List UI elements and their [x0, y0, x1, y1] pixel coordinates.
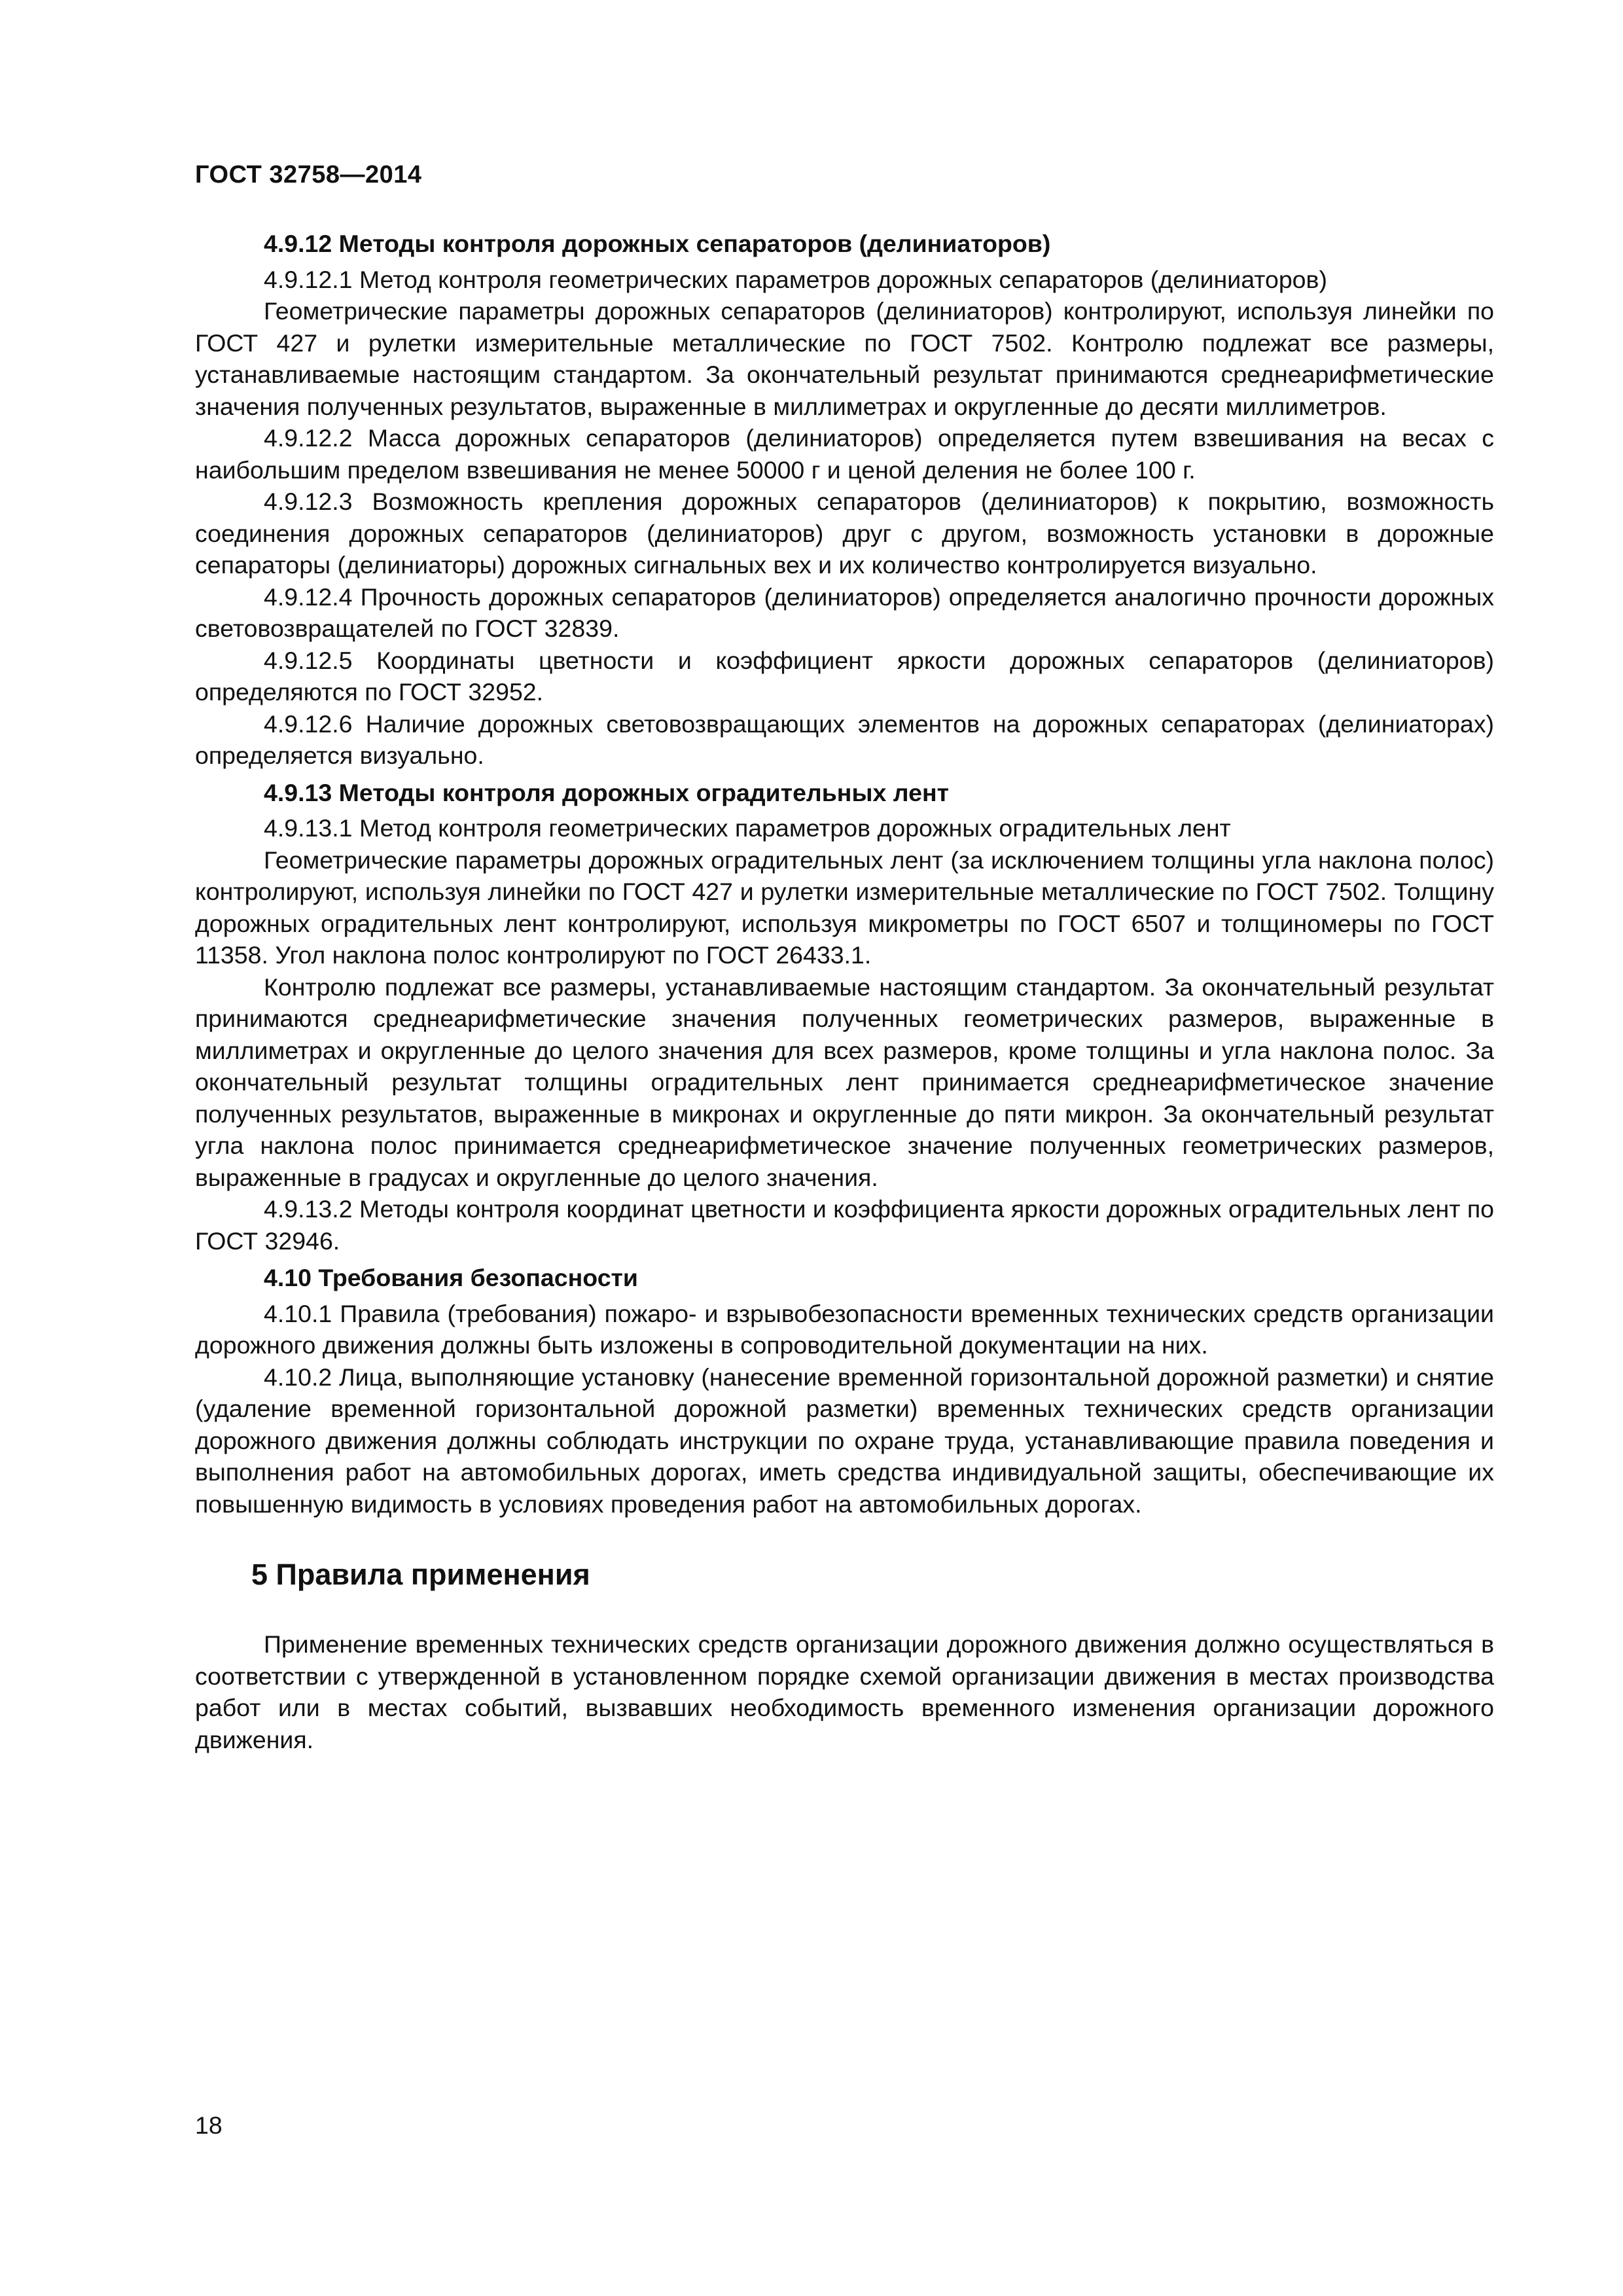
- paragraph: 4.9.12.6 Наличие дорожных световозвращающих элементов на дорожных сепараторах (делиниаторах) определяется визуально.: [195, 709, 1494, 769]
- paragraph: 4.9.13.1 Метод контроля геометрических параметров дорожных оградительных лент: [264, 814, 1231, 842]
- paragraph: 4.9.12.3 Возможность крепления дорожных сепараторов (делиниаторов) к покрытию, возможность соединения дорожных сепараторов (делиниаторов) друг с другом, возможность установки в дорожные сепараторы (делиниаторы) дорожных сигнальных вех и их количество контролируется визуально.: [195, 488, 1494, 579]
- section-heading: 5 Правила применения: [251, 1558, 590, 1591]
- subsection-heading: 4.10 Требования безопасности: [264, 1264, 638, 1291]
- paragraph: 4.9.13.2 Методы контроля координат цветности и коэффициента яркости дорожных оградительных лент по ГОСТ 32946.: [195, 1195, 1494, 1255]
- paragraph: 4.9.12.1 Метод контроля геометрических параметров дорожных сепараторов (делиниаторов): [264, 265, 1327, 293]
- document-body: [195, 228, 1494, 1755]
- paragraph: 4.9.12.4 Прочность дорожных сепараторов (делиниаторов) определяется аналогично прочности дорожных световозвращателей по ГОСТ 32839.: [195, 583, 1494, 642]
- paragraph: Геометрические параметры дорожных оградительных лент (за исключением толщины угла наклона полос) контролируют, используя линейки по ГОСТ 427 и рулетки измерительные металлические по ГОСТ 7502. Толщину дорожных оградительных лент контролируют, используя микрометры по ГОСТ 6507 и толщиномеры по ГОСТ 11358. Угол наклона полос контролируют по ГОСТ 26433.1.: [195, 846, 1494, 969]
- paragraph: Геометрические параметры дорожных сепараторов (делиниаторов) контролируют, используя линейки по ГОСТ 427 и рулетки измерительные металлические по ГОСТ 7502. Контролю подлежат все размеры, устанавливаемые настоящим стандартом. За окончательный результат принимаются среднеарифметические значения полученных результатов, выраженные в миллиметрах и округленные до десяти миллиметров.: [195, 297, 1494, 420]
- paragraph: Применение временных технических средств организации дорожного движения должно осуществляться в соответствии с утвержденной в установленном порядке схемой организации движения в местах производства работ или в местах событий, вызвавших необходимость временного изменения организации дорожного движения.: [195, 1630, 1494, 1753]
- subsection-heading: 4.9.12 Методы контроля дорожных сепараторов (делиниаторов): [264, 230, 1051, 257]
- paragraph: 4.9.12.2 Масса дорожных сепараторов (делиниаторов) определяется путем взвешивания на весах с наибольшим пределом взвешивания не менее 50000 г и ценой деления не более 100 г.: [195, 424, 1494, 484]
- page-number: 18: [195, 2111, 223, 2139]
- paragraph: Контролю подлежат все размеры, устанавливаемые настоящим стандартом. За окончательный результат принимаются среднеарифметические значения полученных геометрических размеров, выраженные в миллиметрах и округленные до целого значения для всех размеров, кроме толщины и угла наклона полос. За окончательный результат толщины оградительных лент принимается среднеарифметическое значение полученных результатов, выраженные в микронах и округленные до пяти микрон. За окончательный результат угла наклона полос принимается среднеарифметическое значение полученных геометрических размеров, выраженные в градусах и округленные до целого значения.: [195, 973, 1494, 1191]
- paragraph: 4.10.2 Лица, выполняющие установку (нанесение временной горизонтальной дорожной разметки) и снятие (удаление временной горизонтальной дорожной разметки) временных технических средств организации дорожного движения должны соблюдать инструкции по охране труда, устанавливающие правила поведения и выполнения работ на автомобильных дорогах, иметь средства индивидуальной защиты, обеспечивающие их повышенную видимость в условиях проведения работ на автомобильных дорогах.: [195, 1363, 1494, 1518]
- paragraph: 4.10.1 Правила (требования) пожаро- и взрывобезопасности временных технических средств организации дорожного движения должны быть изложены в сопроводительной документации на них.: [195, 1299, 1494, 1359]
- subsection-heading: 4.9.13 Методы контроля дорожных оградительных лент: [264, 778, 949, 806]
- paragraph: 4.9.12.5 Координаты цветности и коэффициент яркости дорожных сепараторов (делиниаторов) определяются по ГОСТ 32952.: [195, 646, 1494, 706]
- document-header: ГОСТ 32758—2014: [195, 161, 422, 188]
